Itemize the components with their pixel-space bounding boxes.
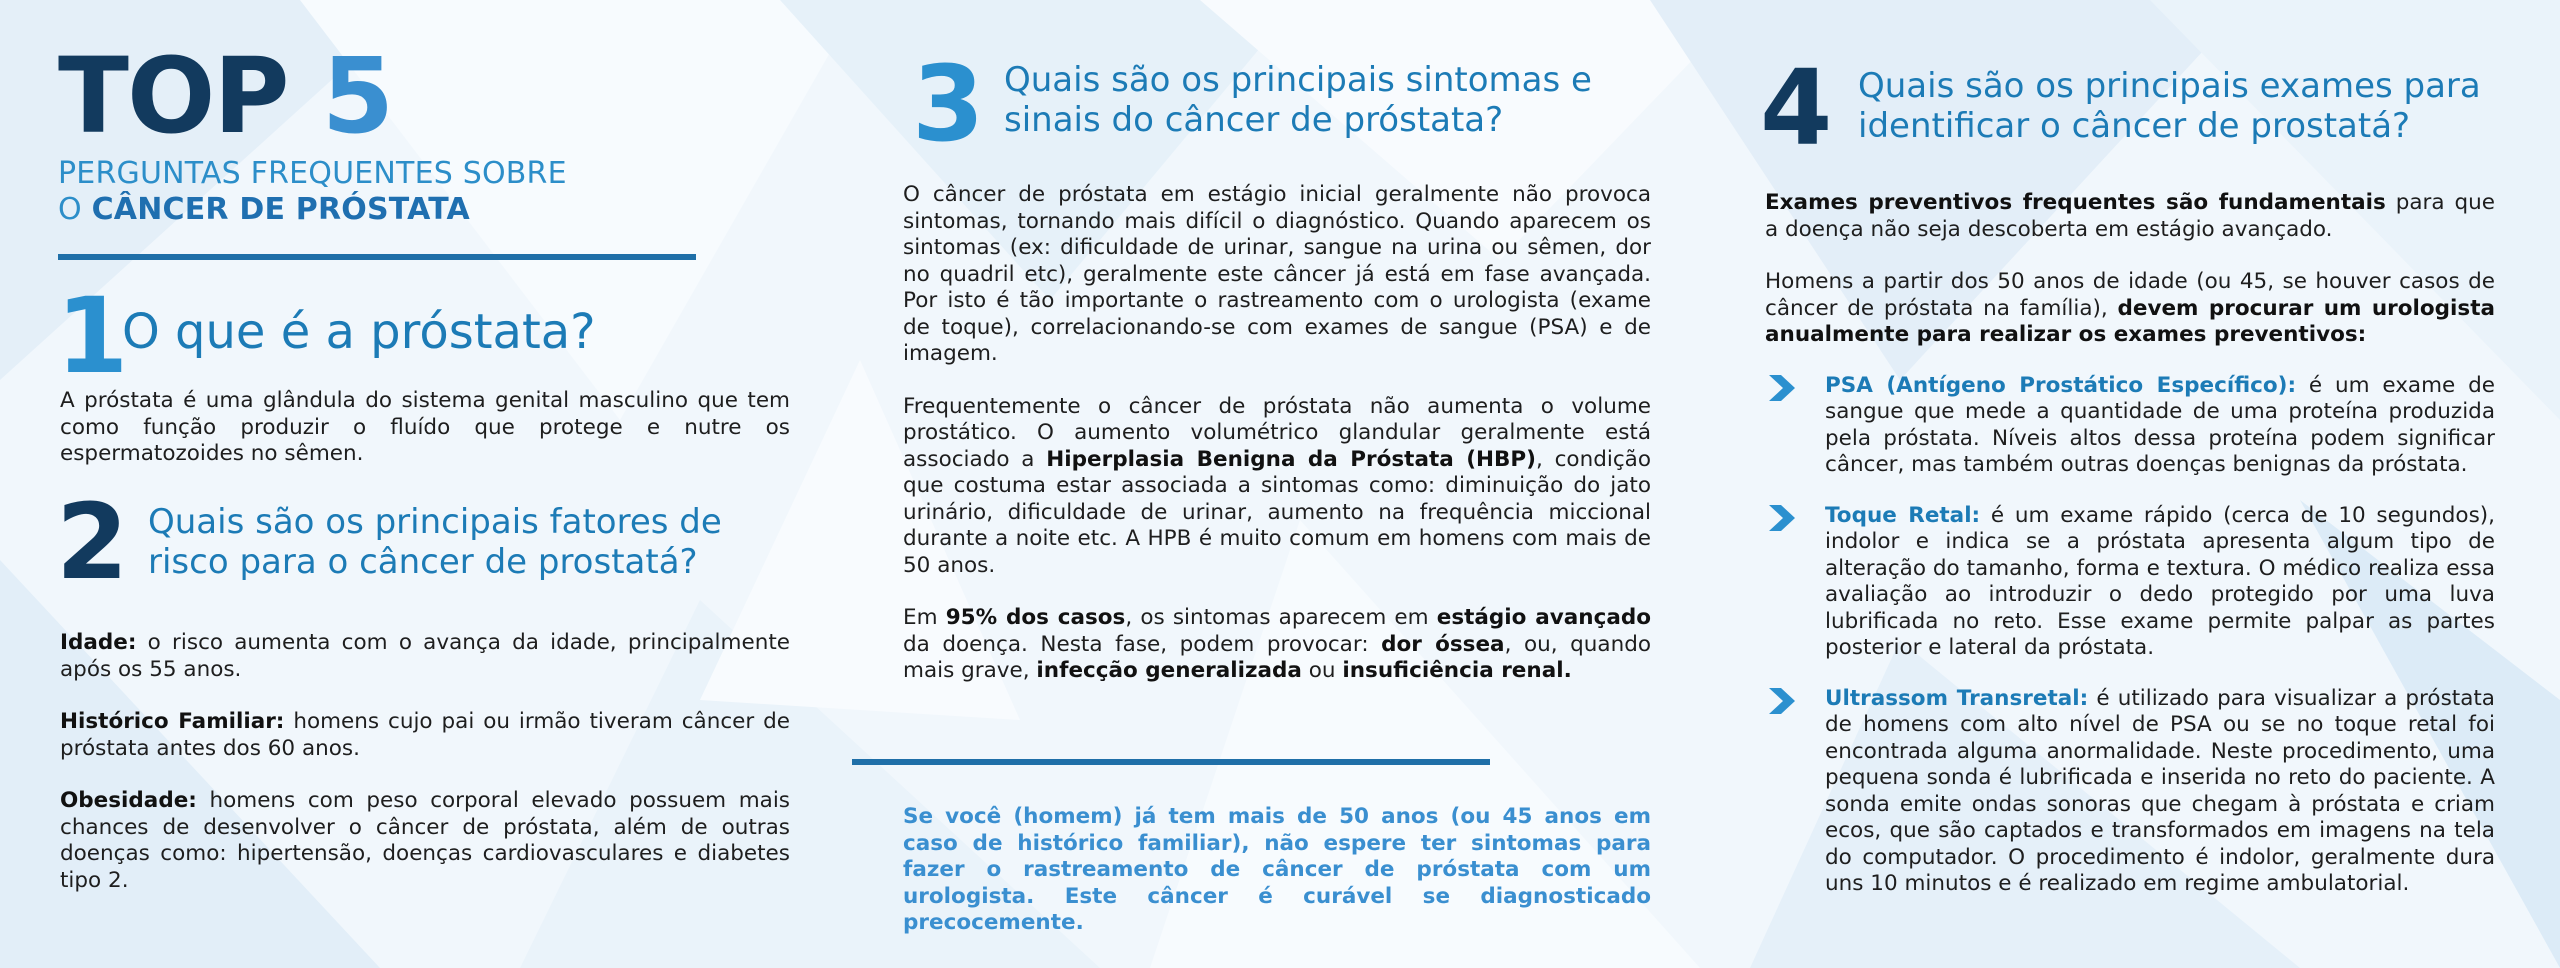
subtitle-line-1: PERGUNTAS FREQUENTES SOBRE xyxy=(58,156,567,191)
bold-span: 95% dos casos xyxy=(945,605,1126,630)
exam-label: Toque Retal: xyxy=(1825,502,1981,528)
factor-label: Idade: xyxy=(60,630,137,655)
text-span: ou xyxy=(1301,658,1343,683)
q3-number: 3 xyxy=(912,43,985,165)
bold-span: Exames preventivos frequentes são fundamentais xyxy=(1765,190,2386,215)
factor-item xyxy=(60,788,790,894)
title-top: TOP xyxy=(58,35,288,157)
factor-text: o risco aumenta com o avança da idade, principalmente após os 55 anos. xyxy=(60,630,790,682)
subtitle-prefix: O xyxy=(58,192,92,227)
subtitle-line-2 xyxy=(58,192,567,228)
q3-paragraph-2 xyxy=(903,394,1651,580)
exam-text xyxy=(1825,503,2495,662)
subtitle-bold: CÂNCER DE PRÓSTATA xyxy=(91,192,470,227)
exam-desc: é utilizado para visualizar a próstata de homens com alto nível de PSA ou se no toque retal foi encontrada alguma anormalidade. Neste procedimento, uma pequena sonda é lubrificada e inserida no reto do paciente. A sonda emite ondas sonoras que chegam à próstata e criam ecos, que são captados e transformados em imagens na tela do computador. O procedimento é indolor, geralmente dura uns 10 minutos e é realizado em regime ambulatorial. xyxy=(1825,685,2495,896)
q1-number: 1 xyxy=(56,275,129,397)
text-span: , condição que costuma estar associada a sintomas como: diminuição do jato urinário, dificuldade de urinar, aumento na frequência miccional durante a noite etc. A HPB é muito comum em homens com mais de 50 anos. xyxy=(903,446,1651,578)
title-number: 5 xyxy=(321,35,393,157)
exam-label: Ultrassom Transretal: xyxy=(1825,685,2089,711)
factor-label: Histórico Familiar: xyxy=(60,709,285,734)
text-span: , ou, quando mais grave, xyxy=(903,631,1651,683)
q4-content xyxy=(1765,190,2495,898)
q2-factors xyxy=(60,630,790,894)
q3-paragraph-1: O câncer de próstata em estágio inicial geralmente não provoca sintomas, tornando mais difícil o diagnóstico. Quando aparecem os sintomas (ex: dificuldade de urinar, sangue na urina ou sêmen, dor no quadril etc), geralmente este câncer já está em fase avançada. Por isto é tão importante o rastreamento com o urologista (exame de toque), correlacionando-se com exames de sangue (PSA) e de imagem. xyxy=(903,182,1651,366)
chevron-right-icon xyxy=(1765,686,1825,898)
exam-item-toque xyxy=(1765,503,2495,662)
chevron-right-icon xyxy=(1765,373,1825,479)
q4-number: 4 xyxy=(1760,47,1833,169)
q1-title: O que é a próstata? xyxy=(122,304,596,360)
factor-text: homens cujo pai ou irmão tiveram câncer de próstata antes dos 60 anos. xyxy=(60,709,791,761)
exam-desc: é um exame rápido (cerca de 10 segundos), indolor e indica se a próstata apresenta algum tipo de alteração do tamanho, forma e textura. O médico realiza essa avaliação ao introduzir o dedo protegido por uma luva lubrificada no reto. Esse exame permite palpar as partes posterior e lateral da próstata. xyxy=(1825,502,2495,660)
exam-desc: é um exame de sangue que mede a quantidade de uma proteína produzida pela próstata. Níveis altos dessa proteína podem significar câncer, mas também outras doenças benignas da próstata. xyxy=(1825,372,2495,477)
exam-text xyxy=(1825,373,2495,479)
q4-paragraph-2 xyxy=(1765,269,2495,349)
factor-text: homens com peso corporal elevado possuem mais chances de desenvolver o câncer de próstata, além de outras doenças como: hipertensão, doenças cardiovasculares e diabetes tipo 2. xyxy=(60,788,790,893)
q3-divider xyxy=(852,759,1490,765)
page-subtitle xyxy=(58,156,567,228)
exam-text xyxy=(1825,686,2495,898)
factor-item xyxy=(60,630,790,683)
page-title xyxy=(58,35,393,157)
text-span: Em xyxy=(903,605,946,630)
text-span: , os sintomas aparecem em xyxy=(1125,605,1437,630)
bold-span: estágio avançado xyxy=(1436,605,1651,630)
text-span: Frequentemente o câncer de próstata não aumenta o volume prostático. O aumento volumétrico glandular geralmente está associado a xyxy=(903,393,1651,472)
bold-span: dor óssea xyxy=(1381,631,1505,657)
bold-span: Hiperplasia Benigna da Próstata (HBP) xyxy=(1046,446,1536,472)
header-divider xyxy=(58,254,696,260)
text-span: da doença. Nesta fase, podem provocar: xyxy=(903,631,1382,657)
text-span: para que a doença não seja descoberta em estágio avançado. xyxy=(1765,190,2495,242)
q3-paragraph-3 xyxy=(903,605,1651,685)
q3-title: Quais são os principais sintomas e sinais do câncer de próstata? xyxy=(1004,60,1592,140)
chevron-right-icon xyxy=(1765,503,1825,662)
bold-span: insuficiência renal. xyxy=(1342,658,1572,683)
q4-paragraph-1 xyxy=(1765,190,2495,243)
bold-span: infecção generalizada xyxy=(1036,658,1302,683)
exam-item-ultrassom xyxy=(1765,686,2495,898)
text-span: Homens a partir dos 50 anos de idade (ou 45, se houver casos de câncer de próstata na família), xyxy=(1765,269,2495,321)
factor-label: Obesidade: xyxy=(60,788,197,813)
bold-span: devem procurar um urologista anualmente para realizar os exames preventivos: xyxy=(1765,295,2496,347)
q1-body: A próstata é uma glândula do sistema genital masculino que tem como função produzir o fluído que protege e nutre os espermatozoides no sêmen. xyxy=(60,388,790,466)
q3-callout: Se você (homem) já tem mais de 50 anos (ou 45 anos em caso de histórico familiar), não espere ter sintomas para fazer o rastreamento de câncer de próstata com um urologista. Este câncer é curável se diagnosticado precocemente. xyxy=(903,804,1651,935)
exam-label: PSA (Antígeno Prostático Específico): xyxy=(1825,372,2297,398)
q2-number: 2 xyxy=(56,481,129,603)
factor-item xyxy=(60,709,790,762)
q4-title: Quais são os principais exames para identificar o câncer de prostatá? xyxy=(1858,66,2481,146)
exam-item-psa xyxy=(1765,373,2495,479)
q3-content xyxy=(903,182,1651,685)
q2-title: Quais são os principais fatores de risco para o câncer de prostatá? xyxy=(148,502,722,582)
